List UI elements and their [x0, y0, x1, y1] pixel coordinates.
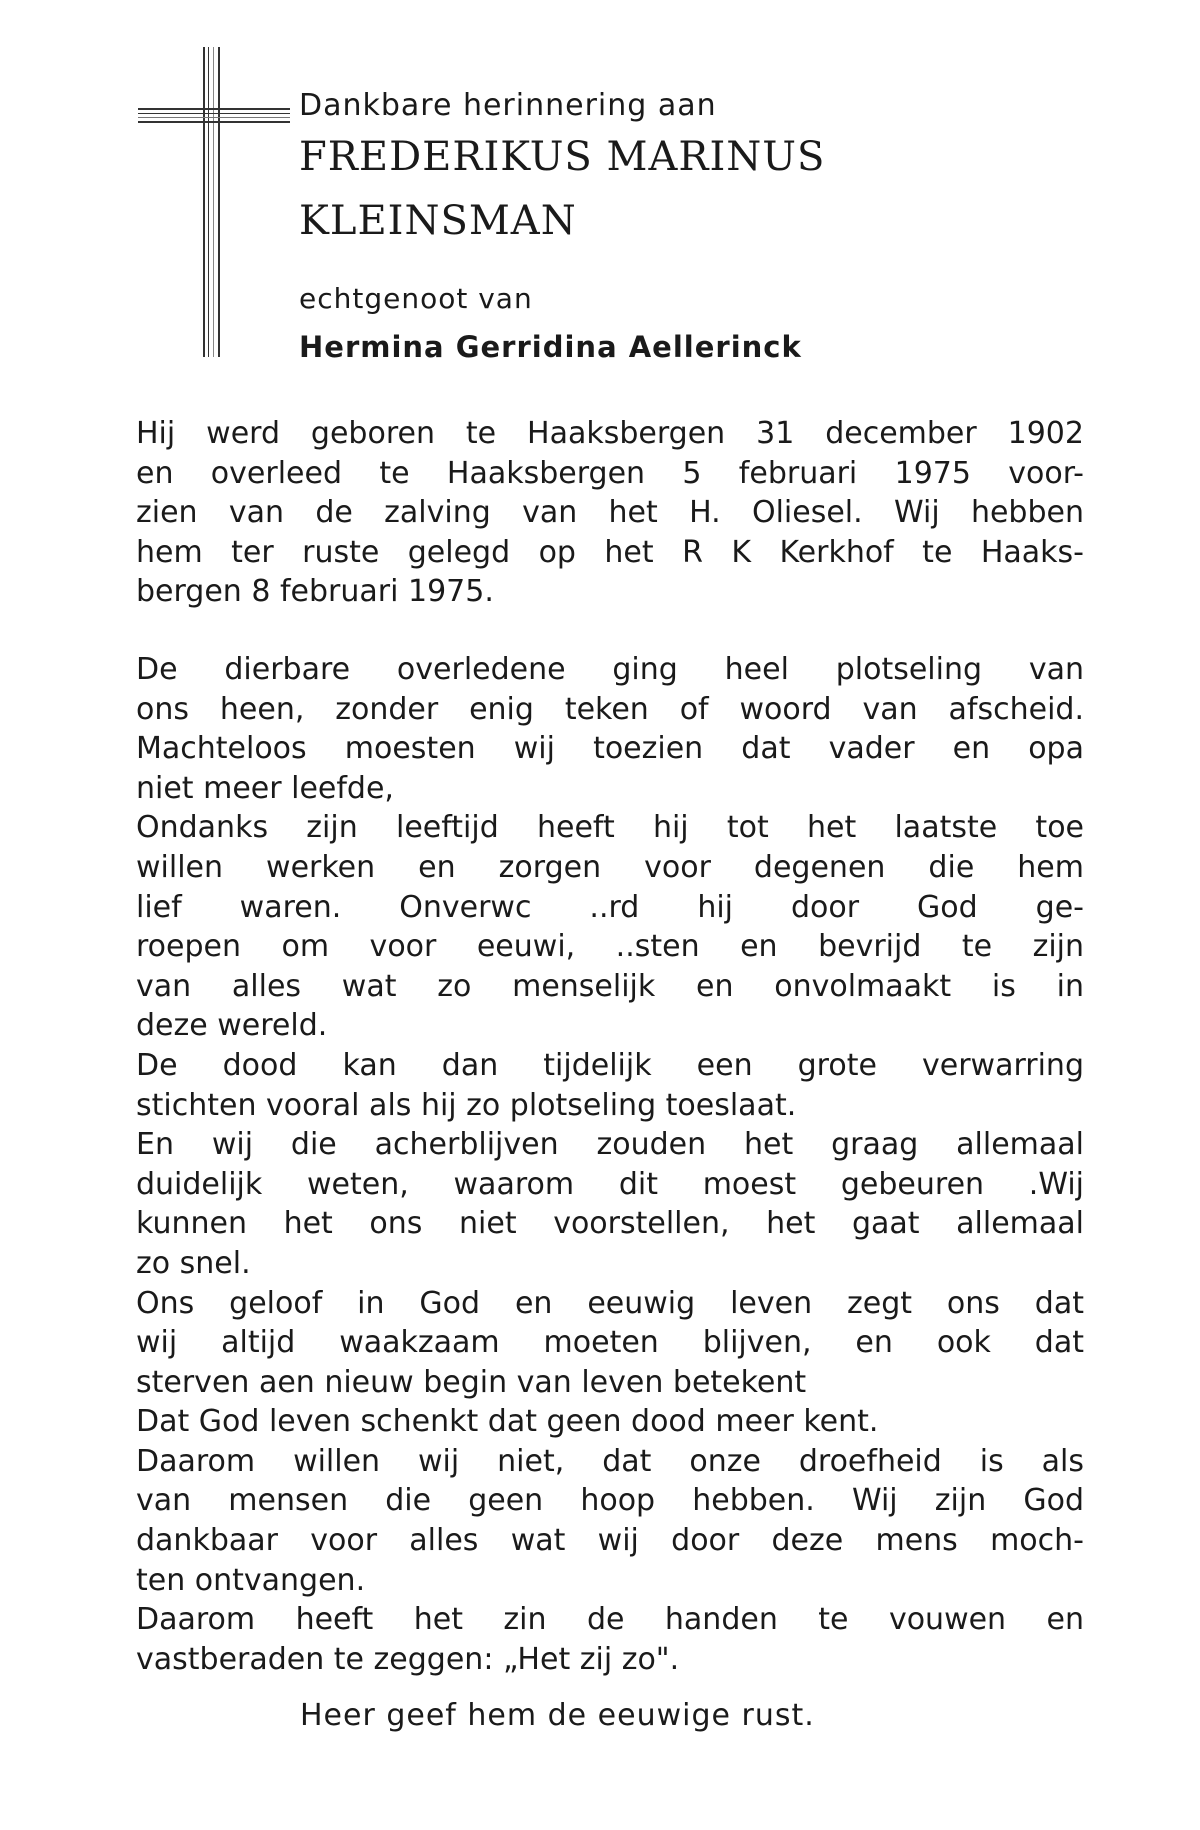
text-line: Daarom willen wij niet, dat onze droefheid is als	[136, 1443, 1084, 1479]
text-line: Machteloos moesten wij toezien dat vader en opa	[136, 731, 1084, 767]
text-line: sterven aen nieuw begin van leven betekent	[136, 1364, 807, 1400]
spouse-label: echtgenoot van	[299, 282, 533, 315]
text-line: zo snel.	[136, 1245, 251, 1281]
text-line: zien van de zalving van het H. Oliesel. Wij hebben	[136, 495, 1084, 531]
text-line: ten ontvangen.	[136, 1562, 366, 1598]
text-line: van alles wat zo menselijk en onvolmaakt is in	[136, 968, 1084, 1004]
memorial-text	[136, 650, 1084, 1679]
text-line: hem ter ruste gelegd op het R K Kerkhof te Haaks-	[136, 534, 1084, 570]
text-line: wij altijd waakzaam moeten blijven, en ook dat	[136, 1325, 1084, 1361]
text-line: en overleed te Haaksbergen 5 februari 1975 voor-	[136, 455, 1084, 491]
text-line: Ons geloof in God en eeuwig leven zegt ons dat	[136, 1285, 1084, 1321]
text-line: vastberaden te zeggen: „Het zij zo".	[136, 1641, 680, 1677]
dedication-heading: Dankbare herinnering aan	[299, 88, 717, 123]
text-line: willen werken en zorgen voor degenen die hem	[136, 849, 1084, 885]
text-line: kunnen het ons niet voorstellen, het gaat allemaal	[136, 1206, 1084, 1242]
deceased-name-line1: FREDERIKUS MARINUS	[299, 134, 826, 180]
text-line: De dierbare overledene ging heel plotseling van	[136, 652, 1084, 687]
closing-prayer: Heer geef hem de eeuwige rust.	[300, 1698, 815, 1733]
text-line: De dood kan dan tijdelijk een grote verwarring	[136, 1047, 1084, 1083]
text-line: En wij die acherblijven zouden het graag allemaal	[136, 1127, 1084, 1163]
spouse-name: Hermina Gerridina Aellerinck	[299, 330, 802, 364]
text-line: Dat God leven schenkt dat geen dood meer kent.	[136, 1404, 879, 1440]
text-line: ons heen, zonder enig teken of woord van afscheid.	[136, 691, 1084, 727]
text-line: van mensen die geen hoop hebben. Wij zijn God	[136, 1483, 1084, 1519]
text-line: stichten vooral als hij zo plotseling toeslaat.	[136, 1087, 797, 1123]
text-line: Daarom heeft het zin de handen te vouwen en	[136, 1602, 1084, 1638]
text-line: duidelijk weten, waarom dit moest gebeuren .Wij	[136, 1166, 1084, 1202]
text-line: Hij werd geboren te Haaksbergen 31 december 1902	[136, 416, 1084, 451]
biography-paragraph	[136, 414, 1084, 612]
text-line: dankbaar voor alles wat wij door deze mens moch-	[136, 1523, 1084, 1559]
text-line: bergen 8 februari 1975.	[136, 574, 494, 610]
text-line: lief waren. Onverwc ..rd hij door God ge-	[136, 889, 1084, 925]
deceased-name-line2: KLEINSMAN	[299, 198, 577, 244]
text-line: deze wereld.	[136, 1008, 328, 1044]
text-line: niet meer leefde,	[136, 770, 394, 806]
text-line: Ondanks zijn leeftijd heeft hij tot het laatste toe	[136, 810, 1084, 846]
text-line: roepen om voor eeuwi, ..sten en bevrijd te zijn	[136, 929, 1084, 965]
